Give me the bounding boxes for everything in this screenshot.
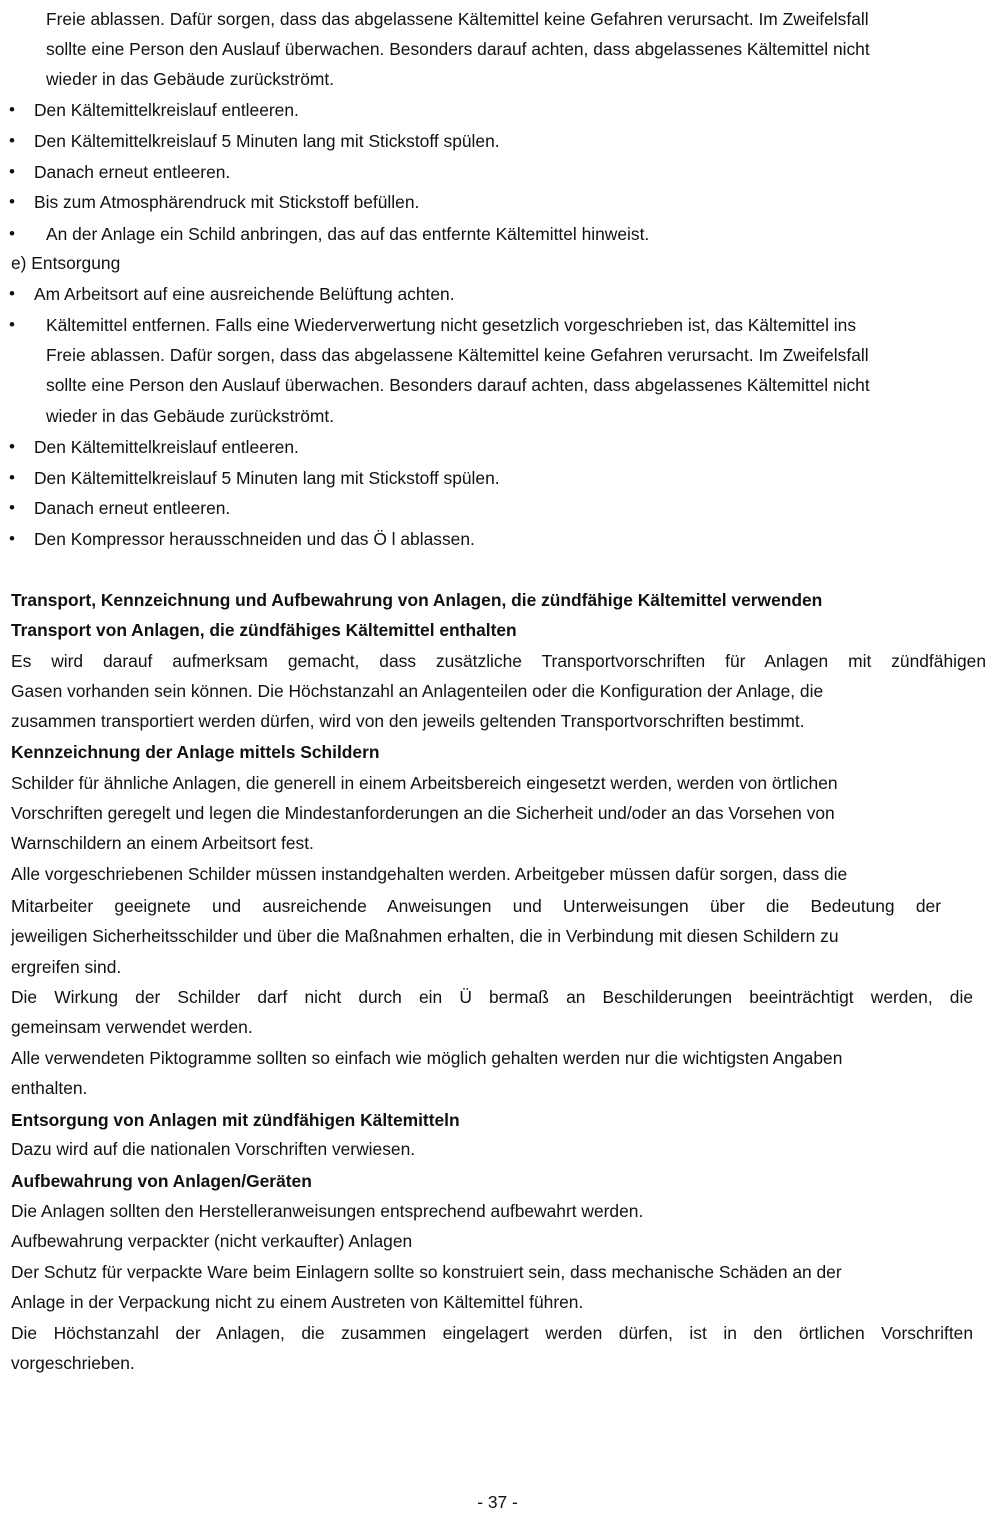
paragraph-line: wieder in das Gebäude zurückströmt. — [46, 69, 335, 89]
bullet-icon: • — [9, 468, 15, 487]
paragraph-line: Die Wirkung der Schilder darf nicht durch ein Ü bermaß an Beschilderungen beeinträchtigt werden, die — [11, 987, 973, 1007]
bullet-icon: • — [9, 498, 15, 517]
paragraph-line: Freie ablassen. Dafür sorgen, dass das abgelassene Kältemittel keine Gefahren verursacht. Im Zweifelsfall — [46, 345, 869, 365]
bullet-icon: • — [9, 162, 15, 181]
paragraph-line: sollte eine Person den Auslauf überwachen. Besonders darauf achten, dass abgelassenes Kältemittel nicht — [46, 39, 870, 59]
list-item: Am Arbeitsort auf eine ausreichende Belüftung achten. — [34, 284, 455, 304]
subsection-heading: Transport von Anlagen, die zündfähiges Kältemittel enthalten — [11, 620, 517, 640]
list-item: Den Kältemittelkreislauf 5 Minuten lang mit Stickstoff spülen. — [34, 131, 500, 151]
list-item: An der Anlage ein Schild anbringen, das auf das entfernte Kältemittel hinweist. — [46, 224, 650, 244]
paragraph-line: Alle verwendeten Piktogramme sollten so einfach wie möglich gehalten werden nur die wichtigsten Angaben — [11, 1048, 843, 1068]
paragraph-line: wieder in das Gebäude zurückströmt. — [46, 406, 335, 426]
bullet-icon: • — [9, 131, 15, 150]
subsection-heading: Entsorgung von Anlagen mit zündfähigen Kältemitteln — [11, 1110, 460, 1130]
paragraph-line: Es wird darauf aufmerksam gemacht, dass zusätzliche Transportvorschriften für Anlagen mit zündfähigen — [11, 651, 986, 671]
paragraph-line: Aufbewahrung verpackter (nicht verkaufter) Anlagen — [11, 1231, 413, 1251]
list-item: Den Kältemittelkreislauf entleeren. — [34, 100, 299, 120]
paragraph-line: enthalten. — [11, 1078, 88, 1098]
section-label: e) Entsorgung — [11, 253, 121, 273]
bullet-icon: • — [9, 100, 15, 119]
paragraph-line: Anlage in der Verpackung nicht zu einem Austreten von Kältemittel führen. — [11, 1292, 584, 1312]
list-item: Bis zum Atmosphärendruck mit Stickstoff befüllen. — [34, 192, 420, 212]
paragraph-line: vorgeschrieben. — [11, 1353, 135, 1373]
list-item: Den Kältemittelkreislauf entleeren. — [34, 437, 299, 457]
paragraph-line: Schilder für ähnliche Anlagen, die generell in einem Arbeitsbereich eingesetzt werden, werden von örtlichen — [11, 773, 838, 793]
list-item: Danach erneut entleeren. — [34, 162, 231, 182]
paragraph-line: Die Anlagen sollten den Herstelleranweisungen entsprechend aufbewahrt werden. — [11, 1201, 644, 1221]
paragraph-line: jeweiligen Sicherheitsschilder und über die Maßnahmen erhalten, die in Verbindung mit diesen Schildern zu — [11, 926, 839, 946]
list-item: Danach erneut entleeren. — [34, 498, 231, 518]
paragraph-line: Dazu wird auf die nationalen Vorschriften verwiesen. — [11, 1139, 416, 1159]
bullet-icon: • — [9, 529, 15, 548]
bullet-icon: • — [9, 437, 15, 456]
paragraph-line: sollte eine Person den Auslauf überwachen. Besonders darauf achten, dass abgelassenes Kältemittel nicht — [46, 375, 870, 395]
paragraph-line: Gasen vorhanden sein können. Die Höchstanzahl an Anlagenteilen oder die Konfiguration der Anlage, die — [11, 681, 824, 701]
paragraph-line: Die Höchstanzahl der Anlagen, die zusammen eingelagert werden dürfen, ist in den örtlichen Vorschriften — [11, 1323, 973, 1343]
bullet-icon: • — [9, 284, 15, 303]
paragraph-line: Mitarbeiter geeignete und ausreichende Anweisungen und Unterweisungen über die Bedeutung der — [11, 896, 941, 916]
paragraph-line: Der Schutz für verpackte Ware beim Einlagern sollte so konstruiert sein, dass mechanische Schäden an der — [11, 1262, 842, 1282]
paragraph-line: zusammen transportiert werden dürfen, wird von den jeweils geltenden Transportvorschriften bestimmt. — [11, 711, 805, 731]
subsection-heading: Kennzeichnung der Anlage mittels Schildern — [11, 742, 380, 762]
section-heading: Transport, Kennzeichnung und Aufbewahrung von Anlagen, die zündfähige Kältemittel verwenden — [11, 590, 823, 610]
list-item: Den Kompressor herausschneiden und das Ö l ablassen. — [34, 529, 475, 549]
page-number: - 37 - — [477, 1492, 518, 1512]
paragraph-line: Freie ablassen. Dafür sorgen, dass das abgelassene Kältemittel keine Gefahren verursacht. Im Zweifelsfall — [46, 9, 869, 29]
subsection-heading: Aufbewahrung von Anlagen/Geräten — [11, 1171, 312, 1191]
list-item: Kältemittel entfernen. Falls eine Wiederverwertung nicht gesetzlich vorgeschrieben ist, das Kältemittel ins — [46, 315, 857, 335]
paragraph-line: Warnschildern an einem Arbeitsort fest. — [11, 833, 314, 853]
bullet-icon: • — [9, 224, 15, 243]
bullet-icon: • — [9, 192, 15, 211]
paragraph-line: Vorschriften geregelt und legen die Mindestanforderungen an die Sicherheit und/oder an das Vorsehen von — [11, 803, 835, 823]
paragraph-line: gemeinsam verwendet werden. — [11, 1017, 253, 1037]
paragraph-line: Alle vorgeschriebenen Schilder müssen instandgehalten werden. Arbeitgeber müssen dafür sorgen, dass die — [11, 864, 848, 884]
list-item: Den Kältemittelkreislauf 5 Minuten lang mit Stickstoff spülen. — [34, 468, 500, 488]
bullet-icon: • — [9, 315, 15, 334]
paragraph-line: ergreifen sind. — [11, 957, 122, 977]
